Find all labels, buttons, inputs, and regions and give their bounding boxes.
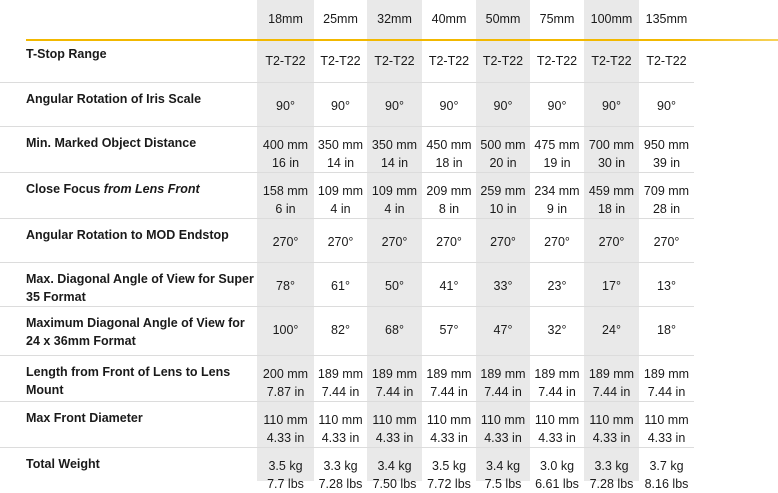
spec-value-primary: T2-T22: [591, 54, 632, 68]
spec-value-secondary: 7.44 in: [375, 384, 414, 399]
spec-value-cell: [314, 126, 367, 172]
spec-value-primary: 17°: [602, 278, 621, 293]
spec-value-primary: 110 mm: [426, 412, 472, 427]
spec-value-secondary: 4.33 in: [375, 430, 414, 445]
spec-value-primary: T2-T22: [428, 54, 470, 68]
spec-value-primary: 3.3 kg: [594, 458, 629, 473]
spec-value-primary: 3.0 kg: [539, 458, 575, 473]
spec-value-primary: 3.5 kg: [268, 458, 303, 473]
spec-value-cell: [367, 355, 422, 401]
spec-value-secondary: 28 in: [652, 201, 681, 216]
spec-value-cell: [639, 218, 694, 262]
spec-value-primary: T2-T22: [265, 54, 306, 68]
spec-value-cell: [584, 306, 639, 355]
spec-value-cell: [476, 82, 530, 126]
spec-value-primary: 82°: [331, 322, 350, 337]
spec-label-text: Angular Rotation to MOD Endstop: [26, 227, 229, 242]
spec-row: [0, 355, 694, 401]
spec-value-cell: [530, 126, 584, 172]
spec-value-secondary: 6.61 lbs: [535, 476, 579, 491]
spec-value-primary: 110 mm: [263, 412, 308, 427]
spec-value-cell: [367, 126, 422, 172]
spec-row-label: [0, 447, 257, 493]
spec-value-cell: [257, 38, 314, 82]
spec-label-text: T-Stop Range: [26, 47, 107, 61]
spec-value-cell: [314, 401, 367, 447]
spec-value-cell: [257, 172, 314, 218]
spec-value-primary: 3.4 kg: [485, 458, 521, 473]
spec-value-primary: 110 mm: [318, 412, 363, 427]
spec-row: [0, 82, 694, 126]
spec-value-cell: [422, 306, 476, 355]
spec-value-primary: 3.3 kg: [323, 458, 358, 473]
spec-value-primary: 270°: [544, 234, 570, 249]
spec-value-primary: 61°: [331, 278, 350, 293]
spec-value-primary: 90°: [331, 98, 350, 113]
spec-value-primary: 270°: [381, 234, 408, 249]
spec-value-cell: [476, 401, 530, 447]
spec-value-secondary: 4 in: [384, 201, 405, 216]
spec-value-primary: 24°: [602, 322, 621, 337]
spec-value-cell: [584, 172, 639, 218]
spec-value-primary: 110 mm: [644, 412, 689, 427]
spec-value-cell: [530, 218, 584, 262]
spec-value-primary: 189 mm: [588, 366, 635, 381]
spec-value-secondary: 30 in: [597, 155, 626, 170]
spec-label-text: Min. Marked Object Distance: [26, 135, 197, 150]
spec-value-secondary: 4.33 in: [538, 430, 576, 445]
spec-value-secondary: 7.87 in: [266, 384, 305, 399]
spec-value-cell: [639, 401, 694, 447]
spec-value-primary: 270°: [490, 234, 516, 249]
spec-value-primary: 41°: [439, 278, 459, 293]
spec-value-cell: [584, 38, 639, 82]
spec-row-label: [0, 218, 257, 262]
spec-value-cell: [639, 126, 694, 172]
spec-value-primary: 50°: [385, 278, 404, 293]
spec-value-cell: [530, 355, 584, 401]
spec-value-primary: 13°: [657, 278, 676, 293]
spec-value-cell: [530, 172, 584, 218]
header-accent-rule: [26, 39, 778, 41]
spec-value-secondary: 7.72 lbs: [427, 476, 471, 491]
spec-value-cell: [639, 38, 694, 82]
spec-value-cell: [367, 306, 422, 355]
spec-value-primary: 90°: [439, 98, 459, 113]
spec-value-cell: [639, 306, 694, 355]
spec-value-cell: [476, 262, 530, 306]
spec-row-label: [0, 306, 257, 355]
spec-value-primary: 270°: [327, 234, 354, 249]
header-row: [0, 0, 694, 38]
spec-label-text: Length from Front of Lens to Lens Mount: [26, 364, 231, 397]
spec-value-cell: [584, 218, 639, 262]
spec-value-cell: [314, 82, 367, 126]
spec-value-secondary: 20 in: [489, 155, 517, 170]
spec-value-cell: [367, 262, 422, 306]
spec-value-secondary: 9 in: [546, 201, 568, 216]
spec-value-cell: [530, 82, 584, 126]
spec-value-cell: [476, 172, 530, 218]
spec-value-cell: [257, 218, 314, 262]
spec-value-cell: [367, 82, 422, 126]
spec-value-cell: [422, 172, 476, 218]
spec-value-secondary: 4.33 in: [321, 430, 360, 445]
spec-value-cell: [584, 447, 639, 493]
spec-value-primary: 189 mm: [317, 366, 364, 381]
spec-value-secondary: 7.44 in: [538, 384, 576, 399]
column-header: 25mm: [323, 12, 358, 26]
column-header: 135mm: [645, 12, 688, 26]
spec-value-primary: 270°: [272, 234, 299, 249]
spec-value-cell: [584, 126, 639, 172]
spec-value-secondary: 4.33 in: [592, 430, 631, 445]
spec-row: [0, 306, 694, 355]
column-header: 40mm: [431, 12, 467, 26]
spec-value-primary: 47°: [493, 322, 513, 337]
spec-value-primary: 234 mm: [534, 183, 580, 198]
spec-value-primary: 400 mm: [262, 137, 309, 152]
spec-value-cell: [314, 38, 367, 82]
spec-value-primary: 32°: [547, 322, 567, 337]
spec-value-primary: 189 mm: [480, 366, 526, 381]
spec-value-primary: 78°: [276, 278, 295, 293]
spec-value-cell: [422, 126, 476, 172]
spec-value-primary: 3.7 kg: [649, 458, 684, 473]
spec-value-primary: 109 mm: [371, 183, 418, 198]
spec-value-primary: 450 mm: [426, 137, 472, 152]
spec-value-primary: 189 mm: [534, 366, 580, 381]
spec-value-cell: [584, 262, 639, 306]
spec-value-secondary: 10 in: [489, 201, 517, 216]
spec-value-secondary: 39 in: [652, 155, 681, 170]
spec-value-cell: [530, 306, 584, 355]
spec-value-cell: [422, 355, 476, 401]
spec-value-cell: [639, 82, 694, 126]
spec-value-primary: 270°: [598, 234, 625, 249]
spec-value-secondary: 4.33 in: [266, 430, 305, 445]
spec-value-cell: [367, 218, 422, 262]
spec-value-primary: 459 mm: [588, 183, 635, 198]
spec-value-primary: 200 mm: [262, 366, 309, 381]
spec-value-primary: 189 mm: [643, 366, 690, 381]
spec-value-secondary: 7.5 lbs: [484, 476, 522, 491]
spec-value-primary: 90°: [493, 98, 513, 113]
spec-value-primary: 189 mm: [426, 366, 472, 381]
spec-value-cell: [314, 172, 367, 218]
spec-value-cell: [476, 355, 530, 401]
spec-value-secondary: 4.33 in: [647, 430, 686, 445]
spec-value-primary: 3.5 kg: [431, 458, 467, 473]
spec-value-primary: 259 mm: [480, 183, 526, 198]
spec-row-label: [0, 355, 257, 401]
spec-value-cell: [367, 38, 422, 82]
spec-value-cell: [584, 355, 639, 401]
spec-value-primary: 68°: [385, 322, 404, 337]
spec-value-secondary: 18 in: [597, 201, 626, 216]
spec-row: [0, 447, 694, 493]
spec-value-secondary: 19 in: [543, 155, 571, 170]
spec-value-cell: [530, 262, 584, 306]
spec-row: [0, 172, 694, 218]
spec-value-cell: [422, 82, 476, 126]
spec-row: [0, 401, 694, 447]
spec-value-cell: [422, 262, 476, 306]
spec-value-cell: [257, 126, 314, 172]
spec-row: [0, 126, 694, 172]
spec-value-cell: [314, 262, 367, 306]
spec-value-cell: [257, 262, 314, 306]
spec-value-primary: 90°: [385, 98, 404, 113]
spec-value-cell: [257, 355, 314, 401]
spec-value-primary: 475 mm: [534, 137, 580, 152]
spec-value-cell: [367, 401, 422, 447]
spec-value-secondary: 7.50 lbs: [372, 476, 417, 491]
spec-value-secondary: 4 in: [330, 201, 351, 216]
spec-value-primary: 110 mm: [589, 412, 634, 427]
spec-value-secondary: 7.28 lbs: [589, 476, 634, 491]
spec-value-primary: 90°: [657, 98, 676, 113]
spec-value-cell: [530, 401, 584, 447]
column-header: 100mm: [590, 12, 633, 26]
spec-row-label: [0, 262, 257, 306]
spec-value-secondary: 7.44 in: [647, 384, 686, 399]
spec-value-cell: [257, 82, 314, 126]
spec-value-primary: 23°: [547, 278, 567, 293]
spec-value-secondary: 16 in: [271, 155, 300, 170]
spec-value-secondary: 7.28 lbs: [318, 476, 363, 491]
spec-value-cell: [257, 447, 314, 493]
spec-value-primary: 709 mm: [643, 183, 690, 198]
spec-value-secondary: 7.7 lbs: [267, 476, 304, 491]
spec-label-text: Max Front Diameter: [26, 410, 143, 425]
spec-row: [0, 262, 694, 306]
spec-value-cell: [476, 306, 530, 355]
spec-value-cell: [639, 172, 694, 218]
spec-label-text: Maximum Diagonal Angle of View for 24 x 36mm Format: [26, 315, 245, 348]
spec-label-text: Angular Rotation of Iris Scale: [26, 91, 202, 106]
spec-value-primary: 110 mm: [480, 412, 526, 427]
spec-value-secondary: 6 in: [275, 201, 296, 216]
spec-value-primary: 110 mm: [372, 412, 417, 427]
spec-value-cell: [257, 401, 314, 447]
spec-value-cell: [257, 306, 314, 355]
spec-value-secondary: 4.33 in: [484, 430, 522, 445]
spec-value-primary: 33°: [493, 278, 513, 293]
spec-value-cell: [476, 38, 530, 82]
spec-value-primary: T2-T22: [482, 54, 524, 68]
spec-value-primary: 950 mm: [643, 137, 690, 152]
spec-value-cell: [476, 218, 530, 262]
spec-value-secondary: 7.44 in: [321, 384, 360, 399]
spec-row-label: [0, 126, 257, 172]
spec-value-cell: [367, 172, 422, 218]
spec-value-cell: [422, 38, 476, 82]
spec-value-secondary: 8.16 lbs: [644, 476, 689, 491]
spec-value-primary: 270°: [653, 234, 680, 249]
spec-value-primary: 90°: [276, 98, 295, 113]
spec-value-secondary: 14 in: [380, 155, 409, 170]
spec-value-primary: 350 mm: [371, 137, 418, 152]
spec-value-cell: [530, 38, 584, 82]
spec-value-primary: 700 mm: [588, 137, 635, 152]
spec-value-cell: [530, 447, 584, 493]
spec-value-cell: [584, 401, 639, 447]
column-header: 75mm: [539, 12, 575, 26]
spec-value-secondary: 14 in: [326, 155, 355, 170]
spec-label-emphasis: from Lens Front: [103, 181, 200, 196]
spec-value-secondary: 8 in: [438, 201, 460, 216]
spec-value-cell: [314, 447, 367, 493]
spec-value-primary: 109 mm: [317, 183, 364, 198]
spec-value-secondary: 7.44 in: [484, 384, 522, 399]
spec-value-cell: [476, 447, 530, 493]
column-header: 18mm: [268, 12, 303, 26]
spec-value-secondary: 18 in: [435, 155, 463, 170]
spec-value-primary: T2-T22: [374, 54, 415, 68]
spec-value-secondary: 7.44 in: [430, 384, 468, 399]
spec-row: [0, 38, 694, 82]
spec-value-primary: 3.4 kg: [377, 458, 412, 473]
spec-value-primary: 350 mm: [317, 137, 364, 152]
spec-value-primary: 18°: [657, 322, 676, 337]
spec-value-primary: 90°: [602, 98, 621, 113]
spec-value-cell: [639, 262, 694, 306]
spec-value-primary: 209 mm: [426, 183, 472, 198]
spec-value-cell: [314, 306, 367, 355]
spec-value-cell: [476, 126, 530, 172]
spec-value-cell: [639, 447, 694, 493]
spec-row-label: [0, 172, 257, 218]
spec-value-primary: T2-T22: [320, 54, 361, 68]
spec-value-primary: 189 mm: [371, 366, 418, 381]
spec-value-cell: [584, 82, 639, 126]
spec-label-text: Close Focus: [26, 181, 104, 196]
spec-value-cell: [314, 218, 367, 262]
spec-value-secondary: 4.33 in: [430, 430, 468, 445]
spec-value-cell: [422, 218, 476, 262]
header-accent-rule-fade: [680, 39, 778, 41]
spec-value-primary: T2-T22: [536, 54, 578, 68]
column-header: 50mm: [485, 12, 521, 26]
spec-value-primary: 57°: [439, 322, 459, 337]
column-header: 32mm: [377, 12, 412, 26]
spec-value-primary: 500 mm: [480, 137, 526, 152]
spec-value-cell: [422, 447, 476, 493]
spec-value-primary: T2-T22: [646, 54, 687, 68]
spec-row-label: [0, 401, 257, 447]
spec-value-cell: [367, 447, 422, 493]
spec-value-cell: [639, 355, 694, 401]
spec-row-label: [0, 38, 257, 82]
spec-value-primary: 110 mm: [534, 412, 580, 427]
spec-value-secondary: 7.44 in: [592, 384, 631, 399]
spec-value-primary: 90°: [547, 98, 567, 113]
spec-value-primary: 100°: [272, 322, 299, 337]
spec-value-primary: 270°: [436, 234, 462, 249]
spec-value-primary: 158 mm: [262, 183, 309, 198]
spec-value-cell: [314, 355, 367, 401]
spec-label-text: Total Weight: [26, 456, 100, 471]
spec-label-text: Max. Diagonal Angle of View for Super 35 Format: [26, 271, 254, 304]
spec-row-label: [0, 82, 257, 126]
spec-value-cell: [422, 401, 476, 447]
header-label-cell: [0, 0, 257, 38]
spec-row: [0, 218, 694, 262]
